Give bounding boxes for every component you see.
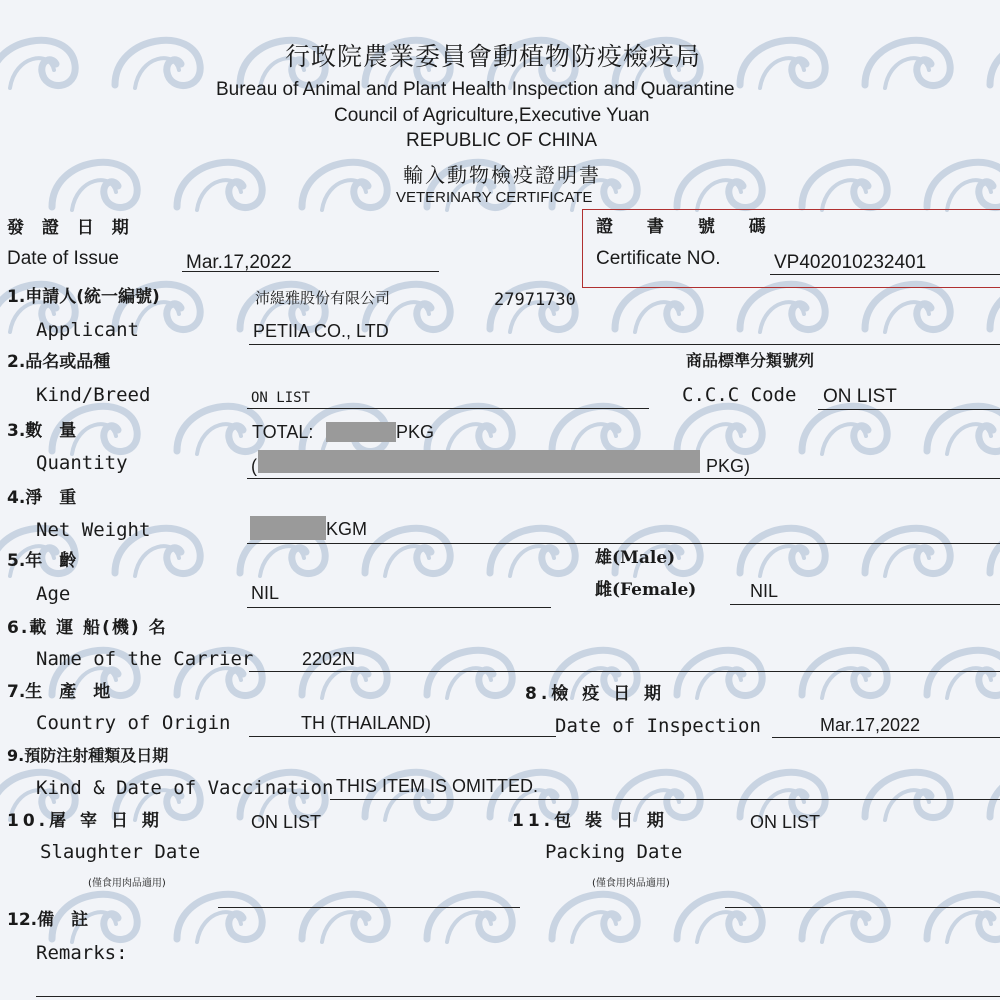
- remarks-label: Remarks:: [36, 942, 128, 964]
- document-title-en: VETERINARY CERTIFICATE: [396, 189, 593, 206]
- slaughter-date-label: Slaughter Date: [40, 841, 201, 863]
- underline: [725, 907, 1000, 908]
- ccc-code-label: C.C.C Code: [682, 384, 797, 406]
- redaction-block: [250, 516, 326, 540]
- watermark-motif: [927, 162, 1000, 210]
- underline: [770, 274, 1000, 275]
- quantity-total-suffix: PKG: [396, 422, 435, 442]
- packing-date-note: (僅食用肉品適用): [592, 878, 670, 889]
- carrier-label: Name of the Carrier: [36, 648, 254, 670]
- net-weight-label: Net Weight: [36, 519, 151, 541]
- watermark-motif: [677, 650, 762, 698]
- age-label: Age: [36, 583, 71, 605]
- inspection-date-value: Mar.17,2022: [820, 715, 921, 735]
- applicant-label: Applicant: [36, 319, 139, 341]
- female-label: 雌(Female): [595, 580, 697, 600]
- applicant-label-cn: 1.申請人(統一編號): [7, 287, 160, 307]
- underline: [247, 478, 1000, 479]
- slaughter-date-label-cn: 10.屠 宰 日 期: [7, 811, 163, 831]
- watermark-motif: [927, 894, 1000, 942]
- watermark-motif: [677, 894, 762, 942]
- watermark-motif: [802, 650, 887, 698]
- remarks-label-cn: 12.備 註: [7, 910, 89, 930]
- date-of-issue-label-cn: 發 證 日 期: [7, 218, 135, 238]
- ccc-code-value: ON LIST: [823, 386, 897, 407]
- date-of-issue-label: Date of Issue: [7, 248, 119, 269]
- quantity-label: Quantity: [36, 452, 128, 474]
- carrier-value: 2202N: [302, 649, 356, 669]
- applicant-name-cn: 沛緹雅股份有限公司: [255, 289, 391, 307]
- net-weight-label-cn: 4.淨 重: [7, 488, 77, 508]
- watermark-motif: [427, 406, 512, 454]
- watermark-motif: [802, 162, 887, 210]
- watermark-motif: [865, 528, 950, 576]
- packing-date-label: Packing Date: [545, 841, 683, 863]
- packing-date-value: ON LIST: [750, 812, 821, 832]
- applicant-name-en: PETIIA CO., LTD: [253, 321, 389, 341]
- watermark-motif: [990, 528, 1000, 576]
- agency-name-cn: 行政院農業委員會動植物防疫檢疫局: [285, 42, 702, 71]
- watermark-motif: [115, 40, 200, 88]
- quantity-paren-open: (: [251, 456, 257, 476]
- watermark-motif: [740, 284, 825, 332]
- watermark-motif: [802, 406, 887, 454]
- inspection-date-label: Date of Inspection: [555, 715, 761, 737]
- watermark-motif: [302, 894, 387, 942]
- watermark-motif: [552, 406, 637, 454]
- quantity-total-prefix: TOTAL:: [252, 422, 314, 442]
- watermark-motif: [552, 894, 637, 942]
- watermark-motif: [427, 894, 512, 942]
- kind-label-cn: 2.品名或品種: [7, 352, 111, 372]
- slaughter-date-note: (僅食用肉品適用): [88, 878, 166, 889]
- origin-label-cn: 7.生 產 地: [7, 682, 111, 702]
- underline: [249, 736, 556, 737]
- watermark-motif: [490, 528, 575, 576]
- watermark-motif: [865, 772, 950, 820]
- underline: [330, 799, 1000, 800]
- origin-value: TH (THAILAND): [301, 713, 431, 733]
- watermark-motif: [677, 162, 762, 210]
- origin-label: Country of Origin: [36, 712, 231, 734]
- watermark-motif: [865, 40, 950, 88]
- underline: [818, 409, 1000, 410]
- quantity-paren-close: PKG): [706, 456, 751, 476]
- underline: [249, 671, 1000, 672]
- certificate-number-value: VP402010232401: [774, 252, 927, 273]
- vaccination-value: THIS ITEM IS OMITTED.: [336, 776, 538, 796]
- ccc-code-label-cn: 商品標準分類號列: [686, 351, 815, 370]
- watermark-motif: [740, 40, 825, 88]
- watermark-motif: [427, 650, 512, 698]
- underline: [36, 996, 1000, 997]
- underline: [249, 344, 1000, 345]
- age-label-cn: 5.年 齡: [7, 551, 77, 571]
- underline: [247, 543, 1000, 544]
- watermark-motif: [52, 162, 137, 210]
- underline: [730, 604, 1000, 605]
- underline: [247, 607, 551, 608]
- watermark-motif: [990, 40, 1000, 88]
- certificate-number-label: Certificate NO.: [596, 248, 721, 269]
- watermark-motif: [865, 284, 950, 332]
- kind-label: Kind/Breed: [36, 384, 151, 406]
- underline: [772, 737, 1000, 738]
- redaction-block: [326, 422, 396, 442]
- underline: [218, 907, 520, 908]
- carrier-label-cn: 6.載 運 船(機) 名: [7, 618, 168, 638]
- watermark-motif: [177, 894, 262, 942]
- watermark-motif: [927, 406, 1000, 454]
- redaction-block: [258, 450, 700, 473]
- watermark-motif: [677, 406, 762, 454]
- watermark-motif: [177, 162, 262, 210]
- watermark-motif: [740, 528, 825, 576]
- slaughter-date-value: ON LIST: [251, 812, 322, 832]
- watermark-motif: [302, 162, 387, 210]
- watermark-motif: [990, 284, 1000, 332]
- council-name: Council of Agriculture,Executive Yuan: [334, 105, 650, 126]
- underline: [182, 271, 439, 272]
- document-title-cn: 輸入動物檢疫證明書: [403, 163, 601, 187]
- net-weight-suffix: KGM: [326, 519, 368, 539]
- vaccination-label-cn: 9.預防注射種類及日期: [7, 746, 169, 765]
- agency-name-en: Bureau of Animal and Plant Health Inspection and Quarantine: [216, 79, 735, 100]
- date-of-issue-value: Mar.17,2022: [186, 252, 292, 273]
- kind-value: ON LIST: [251, 390, 311, 406]
- watermark-motif: [177, 406, 262, 454]
- underline: [247, 408, 649, 409]
- inspection-date-label-cn: 8.檢 疫 日 期: [525, 684, 666, 704]
- quantity-label-cn: 3.數 量: [7, 421, 77, 441]
- applicant-id-number: 27971730: [494, 290, 576, 310]
- male-label: 雄(Male): [595, 548, 676, 568]
- watermark-motif: [0, 40, 75, 88]
- watermark-motif: [927, 650, 1000, 698]
- watermark-motif: [990, 772, 1000, 820]
- age-value: NIL: [251, 583, 280, 603]
- country-name: REPUBLIC OF CHINA: [406, 130, 598, 151]
- certificate-number-label-cn: 證 書 號 碼: [596, 217, 780, 237]
- watermark-motif: [615, 284, 700, 332]
- watermark-motif: [365, 528, 450, 576]
- vaccination-label: Kind & Date of Vaccination: [36, 777, 334, 799]
- packing-date-label-cn: 11.包 裝 日 期: [512, 811, 668, 831]
- watermark-motif: [802, 894, 887, 942]
- female-value: NIL: [750, 581, 779, 601]
